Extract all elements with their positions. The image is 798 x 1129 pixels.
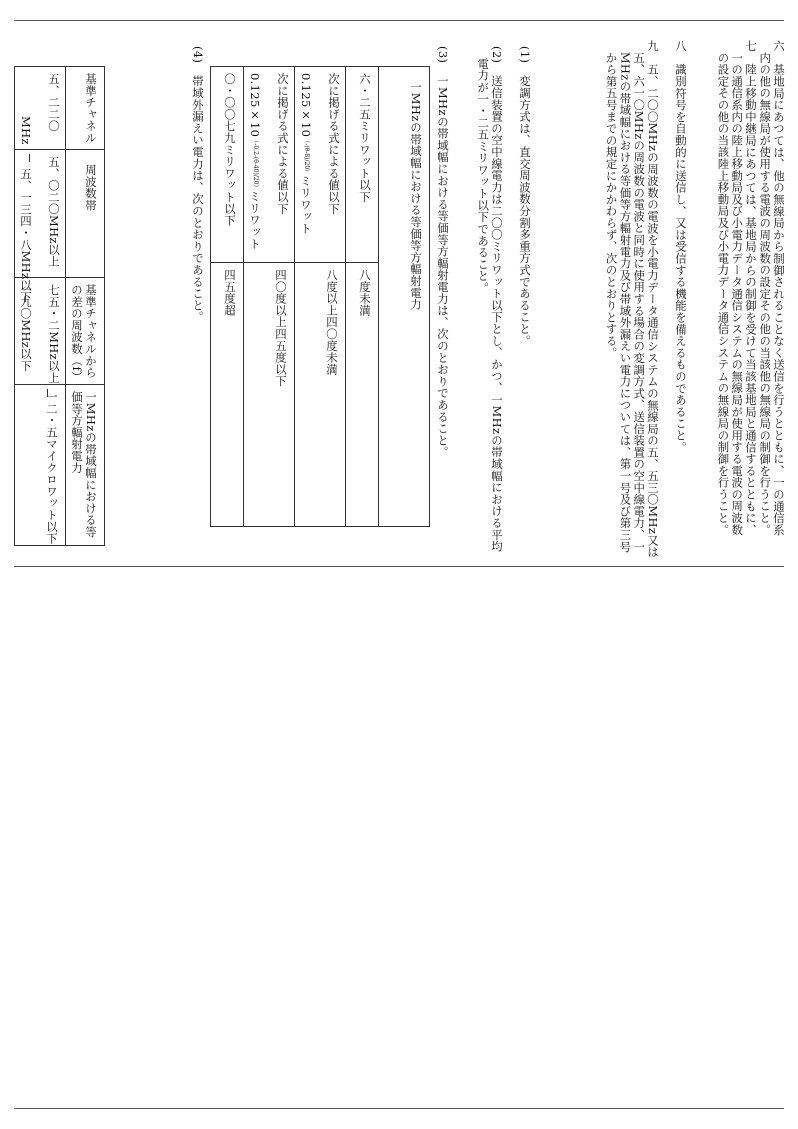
row1-power-cell: [346, 67, 379, 263]
row3-angle: 四〇度以上四五度以下: [274, 269, 288, 387]
oob-header-power: 一MHzの帯域幅における等価等方輻射電力: [70, 390, 98, 538]
oob-value-diff-cell: [15, 278, 66, 385]
row3-power-text: 次に掲げる式による値以下: [276, 73, 290, 215]
subitem-3: [435, 46, 449, 546]
row2-formula-block: [299, 67, 313, 234]
oob-diff-value-line-1: 七五・二MHz以上: [47, 284, 61, 384]
out-of-band-table: [14, 66, 105, 546]
item-seven: [716, 40, 757, 560]
item-eight: [673, 40, 687, 560]
oob-header-diff-cell: [66, 278, 105, 385]
row2-angle: 八度以上四〇度未満: [325, 269, 339, 376]
item-nine-line-4: から第五号までの規定にかかわらず、次のとおりとする。: [604, 51, 619, 359]
subitem-1: [517, 46, 531, 546]
row2-formula: 0.125×10: [299, 73, 313, 138]
oob-band-value-line-1: 五、〇二〇MHz以上: [47, 156, 61, 268]
oob-header-channel: 基準チャネル: [84, 73, 98, 144]
row1-power: 六・二五ミリワット以下: [358, 73, 372, 203]
row1-angle-cell: [346, 263, 379, 527]
oob-power-row: [15, 384, 105, 545]
row4-angle-cell: [211, 263, 244, 527]
oob-header-row: [15, 67, 105, 150]
row2-exponent: （-(θ-8)/20）: [303, 137, 310, 176]
item-seven-line-1: 陸上移動中継局にあつては、基地局からの制御を受けて当該基地局と通信するとともに、: [744, 63, 758, 536]
row2-power-text: 次に掲げる式による値以下: [327, 73, 341, 215]
row3-formula-block: [248, 67, 262, 250]
row3-exponent: （-0.2-(θ-40)/20）: [252, 137, 259, 191]
subitem-2-line-1: 送信装置の空中線電力は二〇〇ミリワット以下とし、かつ、一MHzの帯域幅における平均: [490, 75, 504, 553]
subitem-1-number: (1): [518, 46, 532, 64]
oob-band-row: [15, 150, 105, 278]
row2-power-block: [327, 67, 341, 215]
row3-angle-cell: [244, 263, 295, 527]
subitem-4-line-1: 帯域外漏えい電力は、次のとおりであること。: [191, 75, 205, 323]
subitem-3-line-1: 一MHzの帯域幅における等価等方輻射電力は、次のとおりであること。: [436, 75, 450, 458]
item-six-line-1: 基地局にあつては、他の無線局から制御されることなく送信を行うとともに、一の通信系: [772, 63, 786, 536]
oob-diff-value-line-2: 一九〇MHz以下: [19, 284, 33, 372]
oob-channel-value-line-1: 五、二二〇: [47, 73, 61, 132]
item-nine-line-3: MHzの帯域幅における等価等方輻射電力及び帯域外漏えい電力については、第一号及び第三号: [618, 51, 633, 553]
item-seven-line-3: の設定その他の当該陸上移動局及び小電力データ通信システムの無線局の制御を行うこと。: [716, 51, 731, 536]
row3-power-cell: [244, 67, 295, 263]
subitem-1-line-1: 変調方式は、直交周波数分割多重方式であること。: [518, 75, 532, 347]
oob-header-power-cell: [66, 384, 105, 545]
oob-header-channel-cell: [66, 67, 105, 150]
oob-band-mark: [29, 154, 30, 162]
eirp-angle-table: [210, 66, 430, 527]
eirp-table-power-row: [211, 67, 430, 263]
oob-header-diff: 基準チャネルからの差の周波数（f）: [70, 284, 98, 384]
oob-value-power-cell: [15, 384, 66, 545]
row2-unit: ミリワット: [299, 175, 313, 235]
item-nine-line-1: 五、二〇〇MHzの周波数の電波を小電力データ通信システムの無線局の五、五三〇MHz又は: [646, 63, 660, 558]
row4-power-cell: [211, 67, 244, 263]
item-eight-number: 八: [674, 40, 688, 52]
oob-diff-row: [15, 278, 105, 385]
top-rule: [14, 20, 784, 21]
item-nine-line-2: 五、六一〇MHzの周波数の電波と同時に使用する場合の変調方式、送信装置の空中線電力、一: [632, 51, 647, 553]
row3-unit: ミリワット: [248, 190, 262, 250]
subitem-4: [190, 46, 204, 546]
oob-channel-value-line-2: MHz: [19, 116, 33, 145]
bottom-rule: [14, 1108, 784, 1109]
subitem-2: [475, 46, 504, 553]
subitem-3-number: (3): [436, 46, 450, 64]
item-six: [757, 40, 785, 560]
oob-header-band: 周波数帯: [84, 164, 98, 212]
row4-power: 〇・〇〇七九ミリワット以下: [223, 73, 237, 227]
subitem-2-number: (2): [490, 46, 504, 64]
section-rule: [14, 566, 784, 567]
oob-value-band-cell: [15, 150, 66, 303]
oob-value-channel-cell: [15, 67, 66, 150]
item-seven-number: 七: [744, 40, 758, 52]
row3-power-block: [276, 67, 290, 215]
oob-header-band-cell: [66, 150, 105, 278]
row1-angle: 八度未満: [358, 269, 372, 317]
subitem-2-line-2: 電力が一・二五ミリワット以下であること。: [476, 57, 491, 294]
row3-formula: 0.125×10: [248, 73, 262, 138]
item-seven-line-2: 一の通信系内の陸上移動局及び小電力データ通信システムの無線局が使用する電波の周波数: [730, 51, 745, 536]
item-six-line-2: 内の他の無線局が使用する電波の周波数の設定その他の当該他の無線局の制御を行うこと。: [758, 51, 773, 536]
item-nine: [604, 40, 659, 560]
row4-angle: 四五度超: [223, 269, 237, 317]
item-eight-line-1: 識別符号を自動的に送信し、又は受信する機能を備えるものであること。: [674, 63, 688, 454]
header-power: 一MHzの帯域幅における等価等方輻射電力: [409, 81, 423, 311]
row2-angle-cell: [295, 263, 346, 527]
row2-power-cell: [295, 67, 346, 263]
subitem-4-number: (4): [191, 46, 205, 64]
oob-band-value-line-2: 五、一三四・八MHz以下: [19, 168, 33, 303]
oob-power-value: 一二・五マイクロワット以下: [45, 390, 59, 545]
header-power-cell: [379, 67, 430, 527]
oob-power-mark: [47, 389, 48, 397]
item-nine-number: 九: [646, 40, 660, 52]
item-six-number: 六: [772, 40, 786, 52]
